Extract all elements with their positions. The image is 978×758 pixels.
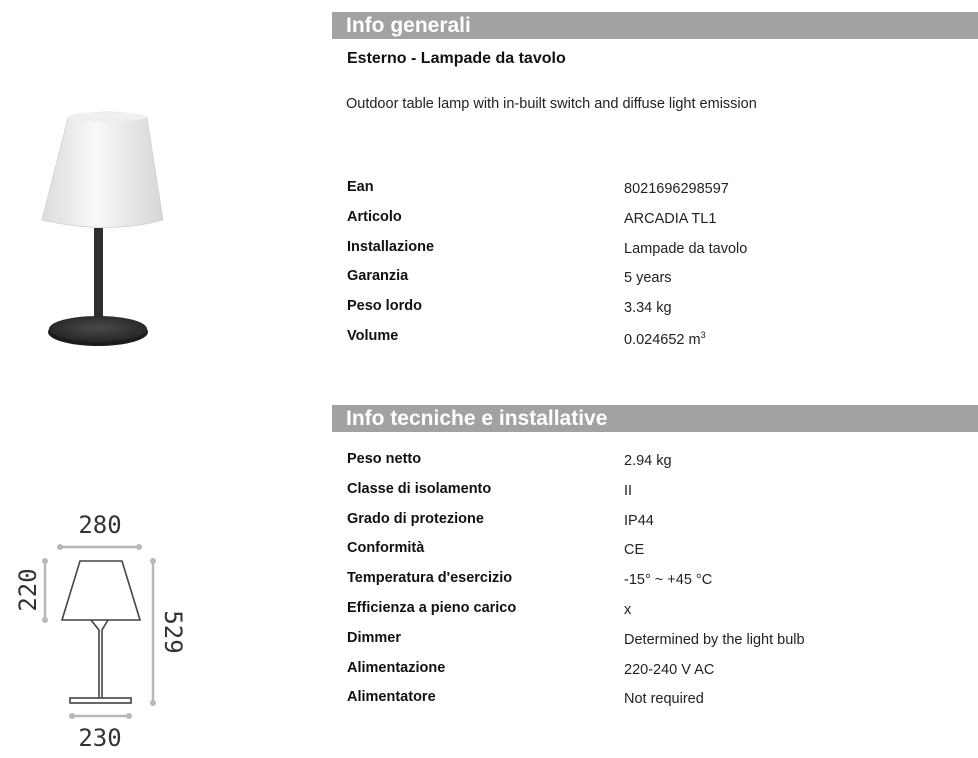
info-label: Classe di isolamento: [347, 480, 492, 497]
tech-row-conformita: [347, 540, 967, 570]
info-row-peso-lordo: [347, 298, 967, 328]
dimension-drawing: [0, 505, 200, 758]
section-header-technical: Info tecniche e installative: [332, 405, 978, 432]
info-value: ARCADIA TL1: [624, 210, 717, 227]
info-label: Peso lordo: [347, 298, 422, 315]
info-value: 5 years: [624, 270, 672, 287]
info-value: IP44: [624, 512, 654, 529]
tech-row-efficienza: [347, 600, 967, 630]
info-value: Not required: [624, 691, 704, 708]
tech-row-classe-isolamento: [347, 481, 967, 511]
total-height-label: 529: [159, 610, 187, 654]
product-description: Outdoor table lamp with in-built switch and diffuse light emission: [346, 96, 757, 112]
info-label: Volume: [347, 327, 399, 344]
tech-row-dimmer: [347, 630, 967, 660]
top-width-label: 280: [78, 511, 122, 539]
info-value: 2.94 kg: [624, 453, 672, 469]
info-value: Determined by the light bulb: [624, 631, 805, 648]
info-label: Conformità: [347, 540, 425, 557]
info-value: 220-240 V AC: [624, 661, 715, 678]
info-value: CE: [624, 542, 645, 559]
info-label: Articolo: [347, 208, 402, 225]
info-value: 3.34 kg: [624, 300, 672, 317]
info-label: Garanzia: [347, 268, 409, 285]
volume-number: 0.024652 m: [624, 331, 701, 348]
info-row-volume: [347, 328, 967, 358]
tech-row-alimentatore: [347, 689, 967, 719]
info-value: Lampade da tavolo: [624, 240, 748, 257]
tech-row-peso-netto: [347, 451, 967, 481]
info-row-articolo: [347, 209, 967, 239]
tech-row-grado-protezione: [347, 511, 967, 541]
info-label: Alimentatore: [347, 689, 436, 706]
info-label: Grado di protezione: [347, 510, 484, 527]
tech-row-temperatura: [347, 570, 967, 600]
info-row-garanzia: [347, 268, 967, 298]
info-label: Efficienza a pieno carico: [347, 599, 517, 616]
info-label: Ean: [347, 179, 374, 195]
product-category: Esterno - Lampade da tavolo: [347, 50, 566, 67]
info-label: Dimmer: [347, 629, 401, 646]
table-lamp-photo: [30, 100, 180, 375]
shade-height-label: 220: [14, 568, 42, 612]
info-value: x: [624, 601, 632, 618]
tech-row-alimentazione: [347, 660, 967, 690]
info-value: 8021696298597: [624, 181, 729, 197]
info-label: Installazione: [347, 238, 435, 255]
info-label: Peso netto: [347, 451, 422, 467]
info-row-installazione: [347, 239, 967, 269]
section-header-general: Info generali: [332, 12, 978, 39]
info-value: [624, 330, 706, 348]
info-value: -15° ~ +45 °C: [624, 572, 713, 589]
info-value: II: [624, 482, 633, 499]
technical-info-table: [347, 451, 967, 719]
volume-exponent: 3: [700, 329, 706, 340]
info-row-ean: [347, 179, 967, 209]
info-label: Temperatura d'esercizio: [347, 570, 513, 587]
info-label: Alimentazione: [347, 659, 446, 676]
general-info-table: [347, 179, 967, 358]
bottom-width-label: 230: [78, 724, 122, 752]
